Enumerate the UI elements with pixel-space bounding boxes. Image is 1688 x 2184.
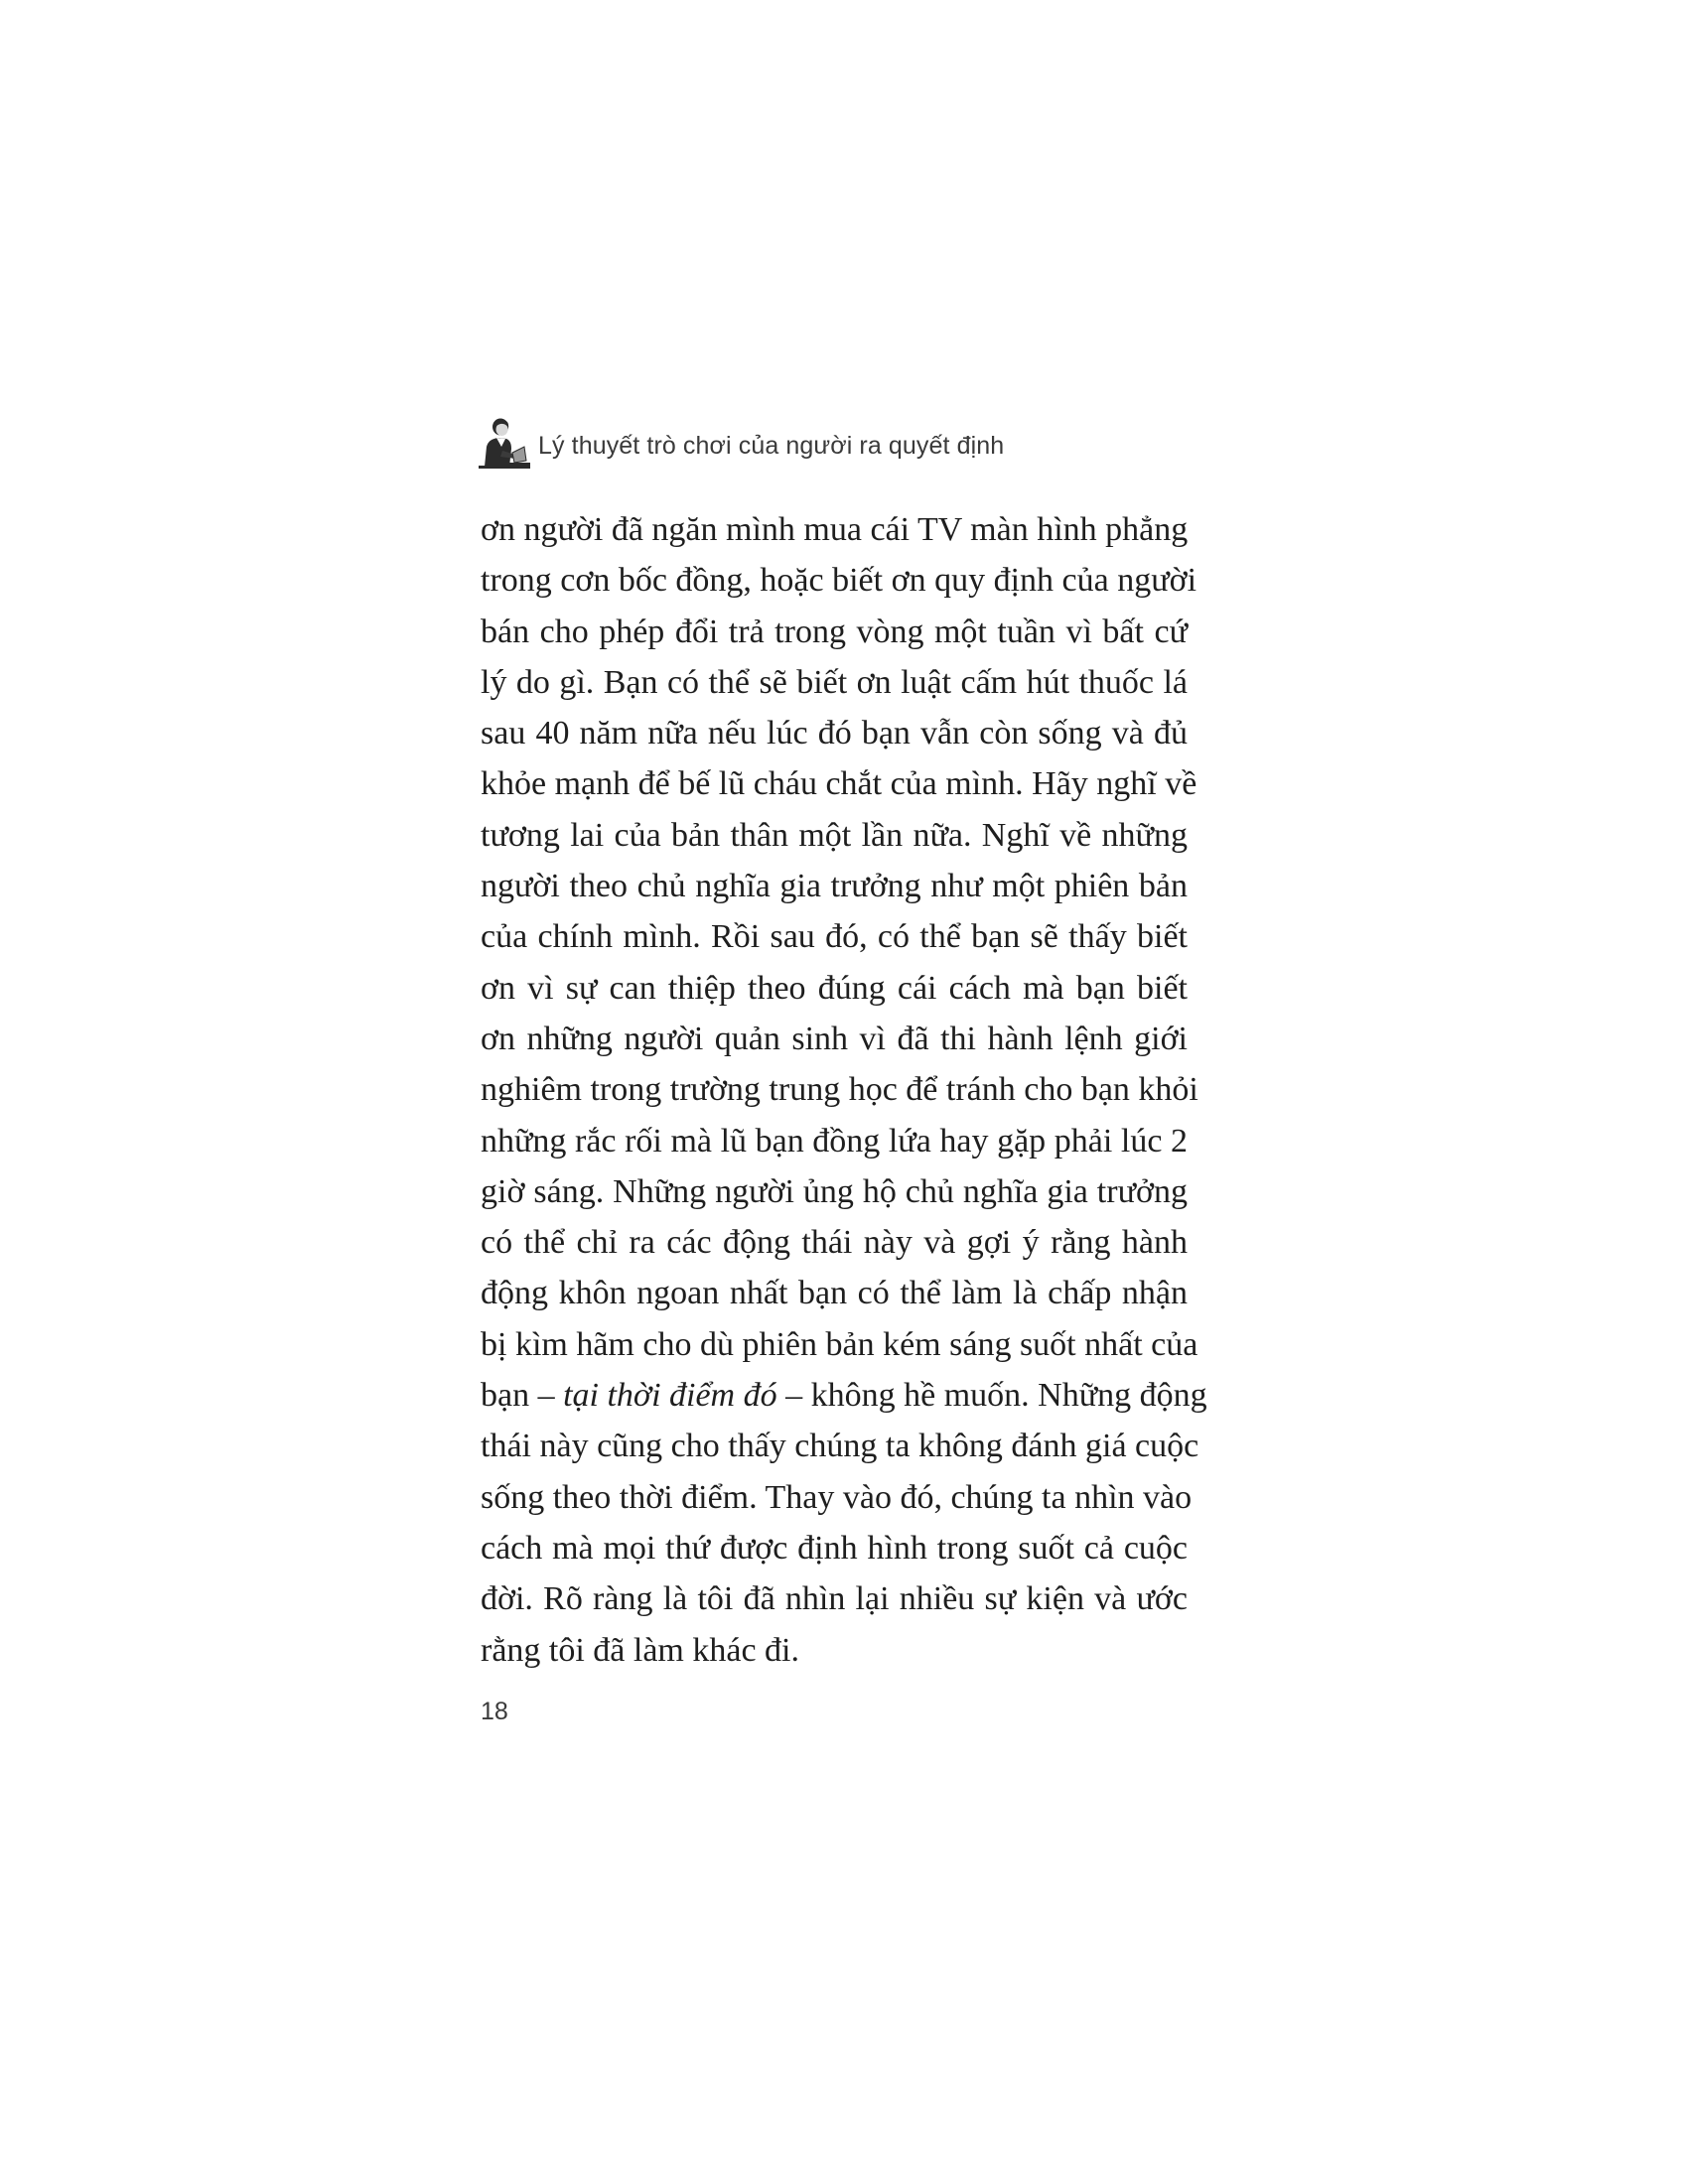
text-line: có thể chỉ ra các động thái này và gợi ý rằng hành xyxy=(481,1224,1188,1262)
text-line: rằng tôi đã làm khác đi. xyxy=(481,1631,800,1669)
body-paragraph xyxy=(481,504,1207,1676)
person-at-desk-icon xyxy=(479,417,530,469)
text-segment: – không hề muốn. Những động xyxy=(776,1377,1207,1415)
text-line: thái này cũng cho thấy chúng ta không đánh giá cuộc xyxy=(481,1428,1199,1465)
text-line: tương lai của bản thân một lần nữa. Nghĩ về những xyxy=(481,816,1188,854)
text-line: ơn những người quản sinh vì đã thi hành lệnh giới xyxy=(481,1020,1188,1057)
text-line: bị kìm hãm cho dù phiên bản kém sáng suốt nhất của xyxy=(481,1325,1198,1363)
text-line: sau 40 năm nữa nếu lúc đó bạn vẫn còn sống và đủ xyxy=(481,715,1188,752)
text-line: những rắc rối mà lũ bạn đồng lứa hay gặp phải lúc 2 xyxy=(481,1122,1188,1160)
text-line: trong cơn bốc đồng, hoặc biết ơn quy định của người xyxy=(481,562,1197,600)
text-line-with-italic xyxy=(481,1370,1207,1421)
text-line: sống theo thời điểm. Thay vào đó, chúng ta nhìn vào xyxy=(481,1478,1193,1516)
text-segment: bạn – xyxy=(481,1377,564,1415)
text-line: cách mà mọi thứ được định hình trong suốt cả cuộc xyxy=(481,1529,1188,1567)
text-line: khỏe mạnh để bế lũ cháu chắt của mình. Hãy nghĩ về xyxy=(481,765,1197,803)
page-number: 18 xyxy=(481,1698,508,1725)
running-header-title: Lý thuyết trò chơi của người ra quyết định xyxy=(538,432,1005,460)
running-header xyxy=(479,407,1004,469)
text-line: ơn người đã ngăn mình mua cái TV màn hình phẳng xyxy=(481,511,1189,548)
text-line: động khôn ngoan nhất bạn có thể làm là chấp nhận xyxy=(481,1275,1188,1312)
text-line: đời. Rõ ràng là tôi đã nhìn lại nhiều sự kiện và ước xyxy=(481,1580,1188,1618)
text-line: ơn vì sự can thiệp theo đúng cái cách mà bạn biết xyxy=(481,969,1188,1007)
text-line: nghiêm trong trường trung học để tránh cho bạn khỏi xyxy=(481,1071,1198,1109)
text-line: bán cho phép đổi trả trong vòng một tuần vì bất cứ xyxy=(481,613,1188,650)
text-line: giờ sáng. Những người ủng hộ chủ nghĩa gia trưởng xyxy=(481,1172,1188,1210)
text-line: người theo chủ nghĩa gia trưởng như một phiên bản xyxy=(481,868,1188,905)
text-line: lý do gì. Bạn có thể sẽ biết ơn luật cấm hút thuốc lá xyxy=(481,663,1188,701)
text-line: của chính mình. Rồi sau đó, có thể bạn sẽ thấy biết xyxy=(481,918,1188,956)
italic-phrase: tại thời điểm đó xyxy=(563,1377,777,1415)
